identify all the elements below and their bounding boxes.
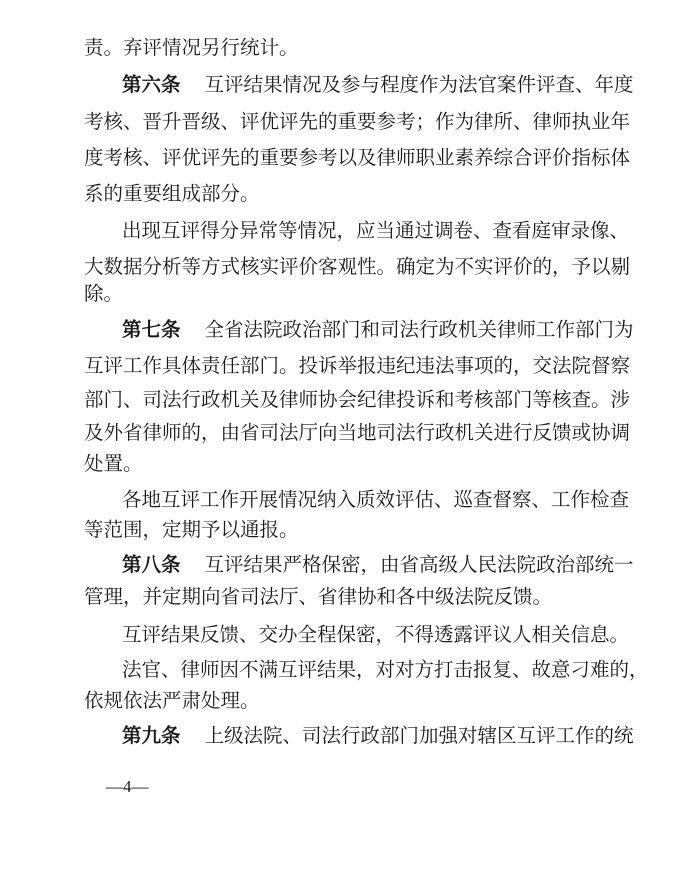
- text-line: 责。弃评情况另行统计。: [84, 36, 299, 59]
- article-title: 第八条: [122, 553, 181, 576]
- article-title: 第九条: [122, 724, 181, 747]
- text-line: 互评工作具体责任部门。投诉举报违纪违法事项的，交法院督察: [84, 354, 631, 377]
- page-number: —4—: [106, 777, 149, 796]
- text-line: 出现互评得分异常等情况，应当通过调卷、查看庭审录像、: [122, 219, 630, 242]
- text-line: 部门、司法行政机关及律师协会纪律投诉和考核部门等核查。涉: [84, 388, 631, 411]
- text-line: 考核、晋升晋级、评优评先的重要参考；作为律所、律师执业年: [84, 110, 631, 133]
- text-line: 等范围，定期予以通报。: [84, 518, 299, 541]
- text-line: 度考核、评优评先的重要参考以及律师职业素养综合评价指标体: [84, 146, 631, 169]
- article-title: 第六条: [122, 73, 181, 96]
- text-line: 互评结果反馈、交办全程保密，不得透露评议人相关信息。: [122, 623, 630, 646]
- article-8-heading-line: 第八条 互评结果严格保密，由省高级人民法院政治部统一: [122, 553, 634, 576]
- text-line: 法官、律师因不满互评结果，对对方打击报复、故意刁难的，: [122, 658, 649, 681]
- text-line: 处置。: [84, 452, 143, 475]
- article-6-heading-line: 第六条 互评结果情况及参与程度作为法官案件评查、年度: [122, 73, 634, 96]
- text-line: 除。: [84, 282, 124, 305]
- text-line: 各地互评工作开展情况纳入质效评估、巡查督察、工作检查: [122, 488, 630, 511]
- text-line: 大数据分析等方式核实评价客观性。确定为不实评价的，予以剔: [84, 255, 631, 278]
- text-line: 系的重要组成部分。: [84, 182, 260, 205]
- article-9-heading-line: 第九条 上级法院、司法行政部门加强对辖区互评工作的统: [122, 724, 634, 747]
- text-line: 依规依法严肃处理。: [84, 689, 260, 712]
- text-line: 管理，并定期向省司法厅、省律协和各中级法院反馈。: [84, 585, 553, 608]
- text-line: 及外省律师的，由省司法厅向当地司法行政机关进行反馈或协调: [84, 421, 631, 444]
- article-title: 第七条: [122, 318, 181, 341]
- article-7-heading-line: 第七条 全省法院政治部门和司法行政机关律师工作部门为: [122, 318, 634, 341]
